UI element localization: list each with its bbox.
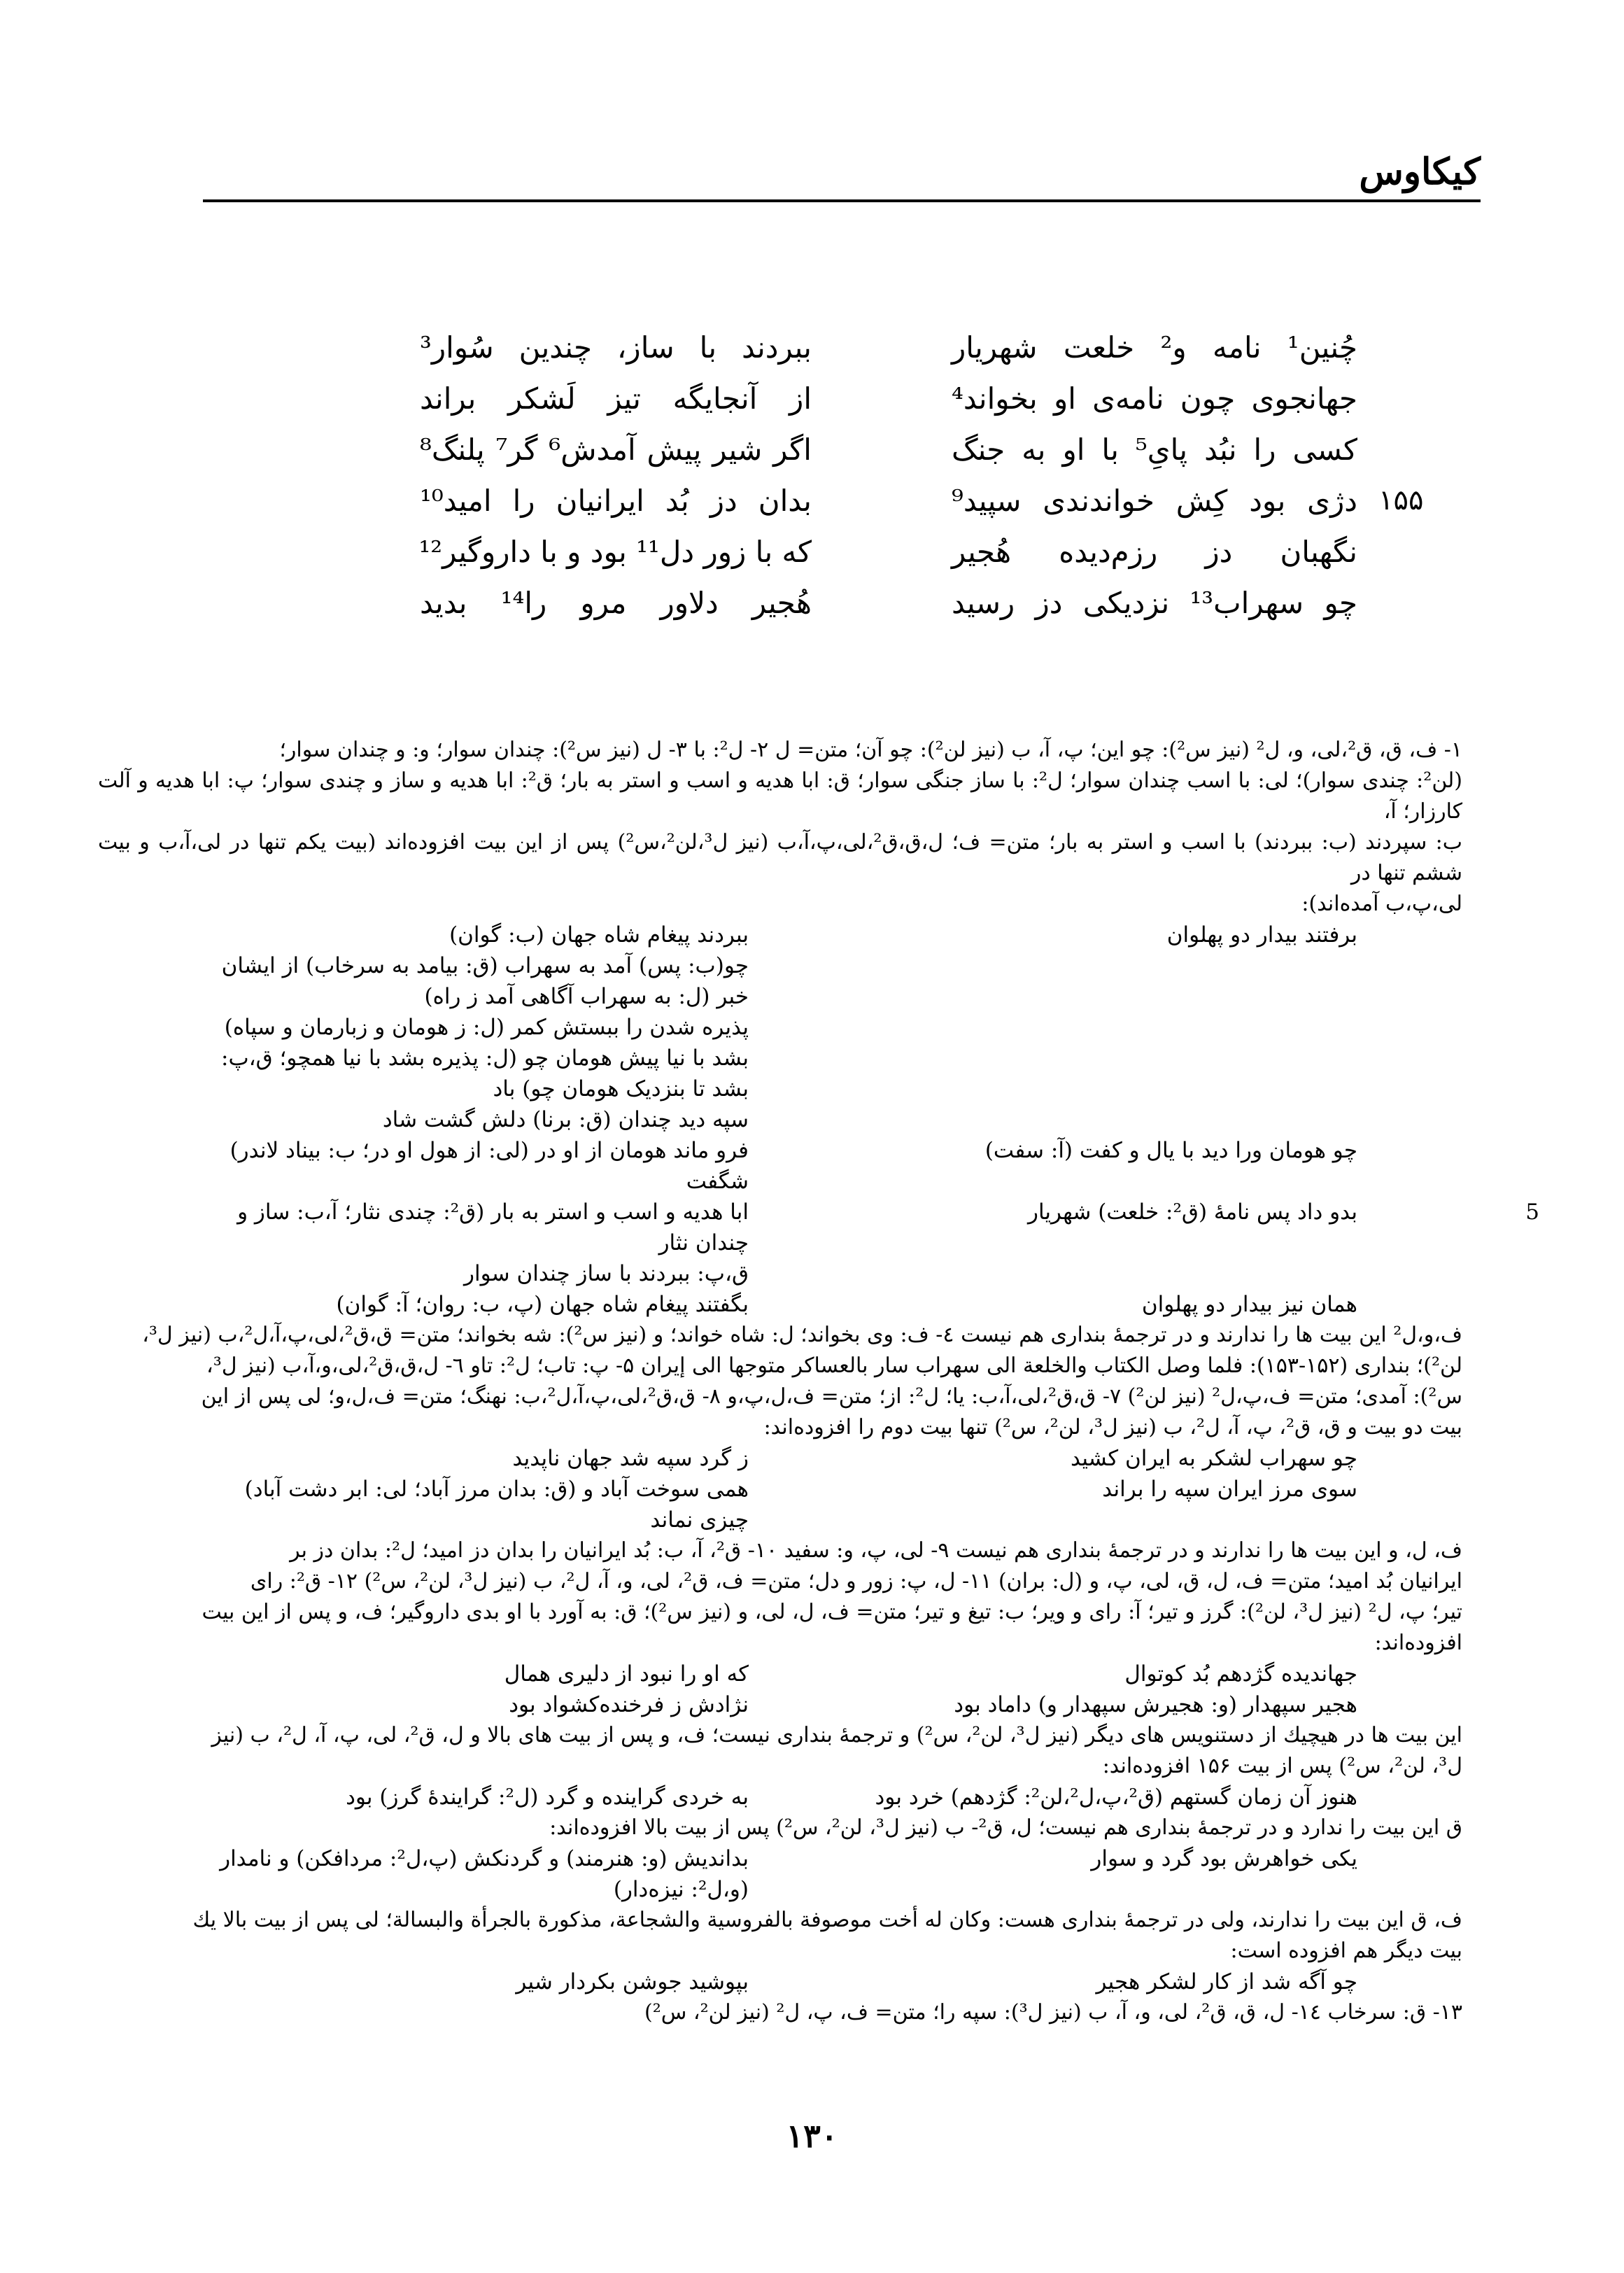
footnote-text: افزوده‌اند:: [1374, 1631, 1462, 1655]
variant-hemistich-first: سوی مرز ایران سپه را براند: [1102, 1477, 1357, 1502]
verse-line: [231, 475, 1455, 526]
variant-hemistich-second: به خردی گراینده و گرد (ل²: گرایندهٔ گرز) بود: [346, 1785, 749, 1810]
critical-apparatus: [98, 735, 1539, 2028]
variant-hemistich-first: چو آگه شد از کار لشکر هجیر: [1096, 1969, 1357, 1994]
variant-hemistich-first: بدو داد پس نامهٔ (ق²: خلعت) شهریار: [1027, 1199, 1357, 1225]
verse-line: [231, 526, 1455, 577]
variant-verse: [98, 1966, 1462, 1997]
footnote-text: ب: سپردند (ب: ببردند) با اسب و استر به بار؛ متن= ف؛ ل،ق،ق²،لی،پ،آ،ب (نیز ل³،لن²،س²) پس از این بیت افزوده‌اند (بیت یکم تنها در لی،آ،ب و بیت ششم تنها در: [98, 830, 1462, 885]
variant-hemistich-second: چو(ب: پس) آمد به سهراب (ق: بیامد به سرخاب) از ایشان خبر (ل: به سهراب آگاهی آمد ز راه): [221, 953, 749, 1009]
variant-hemistich-first: [798, 1104, 1357, 1135]
hemistich-first: جهانجوی چون نامه‌ی او بخواند⁴: [952, 381, 1357, 416]
footnote-text: بیت دیگر هم افزوده است:: [1230, 1938, 1462, 1963]
page-number: ۱۳۰: [786, 2117, 838, 2155]
variant-verse: [98, 1289, 1462, 1320]
hemistich-second: از آنجایگه تیز لَشکر براند: [420, 381, 812, 416]
variant-verse: [98, 1135, 1462, 1197]
variant-hemistich-second: پذیره شدن را ببستش کمر (ل: ز هومان و زبارمان و سپاه): [224, 1015, 749, 1040]
variant-hemistich-first: [798, 950, 1357, 1012]
main-verses: [231, 322, 1455, 628]
variant-verse: [98, 1782, 1462, 1813]
hemistich-second: هُجیر دلاور مرو را¹⁴ بدید: [420, 586, 812, 620]
footnote-text: ق این بیت را ندارد و در ترجمهٔ بنداری هم نیست؛ ل، ق²- ب (نیز ل³، لن²، س²) پس از بیت بالا افزوده‌اند:: [549, 1815, 1462, 1840]
variant-hemistich-first: برفتند بیدار دو پهلوان: [1166, 922, 1357, 948]
variant-hemistich-second: بشد با نیا پیش هومان چو (ل: پذیره بشد با نیا همچو؛ ق،پ: بشد تا بنزدیک هومان چو) باد: [221, 1046, 749, 1102]
footnote-text: ۱۳- ق: سرخاب ۱٤- ل، ق، ق²، لی، و، آ، ب (نیز ل³): سپه را؛ متن= ف، پ، ل² (نیز لن²، س²): [644, 2000, 1462, 2025]
hemistich-first: چُنین¹ نامه و² خلعت شهریار: [952, 330, 1357, 365]
variant-hemistich-first: یکی خواهرش بود گرد و سوار: [1091, 1846, 1357, 1871]
variant-verse: [98, 950, 1462, 1012]
variant-hemistich-second: ز گرد سپه شد جهان ناپدید: [512, 1446, 749, 1471]
hemistich-second: که با زور دل¹¹ بود و با داروگیر¹²: [418, 535, 812, 569]
variant-hemistich-second: که او را نبود از دلیری همال: [504, 1661, 749, 1687]
hemistich-second: ببردند با ساز، چندین سُوار³: [420, 330, 812, 365]
hemistich-second: اگر شیر پیش آمدش⁶ گر⁷ پلنگ⁸: [420, 432, 812, 467]
variant-hemistich-second: ابا هدیه و اسب و استر به بار (ق²: چندی نثار؛ آ،ب: ساز و چندان نثار: [237, 1199, 749, 1255]
footnote-text: لی،پ،ب آمده‌اند):: [1301, 892, 1462, 916]
hemistich-first: دژی بود کِش خواندندی سپید⁹: [952, 484, 1357, 518]
variant-hemistich-second: همی سوخت آباد و (ق: بدان مرز آباد؛ لی: ابر دشت آباد) چیزی نماند: [244, 1477, 749, 1533]
verse-line: [231, 373, 1455, 424]
verse-line: [231, 577, 1455, 628]
variant-hemistich-second: ق،پ: ببردند با ساز چندان سوار: [464, 1261, 749, 1286]
variant-hemistich-second: نژادش ز فرخنده‌کشواد بود: [509, 1692, 749, 1717]
header-rule: [203, 199, 1481, 202]
verse-number: ۱۵۵: [1378, 484, 1424, 516]
variant-hemistich-first: هنوز آن زمان گستهم (ق²،پ،ل²،لن²: گژدهم) خرد بود: [875, 1785, 1357, 1810]
variant-verse: [98, 1843, 1462, 1905]
variant-verse: [98, 1043, 1462, 1104]
footnote-text: (لن²: چندی سوار)؛ لی: با اسب چندان سوار؛ ل²: با ساز جنگی سوار؛ ق: ابا هدیه و اسب و استر به بار؛ ق²: ابا هدیه و ساز و چندی سوار؛ پ: ابا هدیه و آلت کارزار؛ آ،: [98, 768, 1462, 824]
variant-verse: [98, 1197, 1539, 1258]
running-title: کیکاوس: [1359, 150, 1481, 193]
variant-hemistich-first: هجیر سپهدار (و: هجیرش سپهدار و) داماد بود: [954, 1692, 1357, 1717]
variant-hemistich-second: بداندیش (و: هنرمند) و گردنکش (پ،ل²: مردافکن) و نامدار (و،ل²: نیزه‌دار): [220, 1846, 749, 1902]
variant-verse: [98, 1443, 1462, 1474]
variant-hemistich-first: چو هومان ورا دید با یال و کفت (آ: سفت): [984, 1138, 1357, 1163]
variant-verse: [98, 1659, 1462, 1689]
variant-verse-number: 5: [1525, 1199, 1539, 1225]
variant-hemistich-second: بپوشید جوشن بکردار شیر: [516, 1969, 749, 1994]
footnote-text: ۱- ف، ق، ق²،لی، و، ل² (نیز س²): چو این؛ پ، آ، ب (نیز لن²): چو آن؛ متن= ل ۲- ل²: با ۳- ل (نیز س²): چندان سوار؛ و: و چندان سوار؛: [279, 738, 1462, 762]
variant-verse: [98, 920, 1462, 950]
footnote-text: س²): آمدی؛ متن= ف،پ،ل² (نیز لن²) ۷- ق،ق²،لی،آ،ب: یا؛ ل²: از؛ متن= ف،ل،پ،و ۸- ق،ق²،لی،پ،آ،ل²،ب: نهنگ؛ متن= ف،ل،و؛ لی پس از این: [201, 1384, 1462, 1409]
variant-verse: [98, 1012, 1462, 1043]
variant-hemistich-second: سپه دید چندان (ق: برنا) دلش گشت شاد: [382, 1107, 749, 1132]
variant-hemistich-second: ببردند پیغام شاه جهان (ب: گوان): [449, 922, 749, 948]
verse-line: [231, 424, 1455, 475]
footnote-text: ایرانیان بُد امید؛ متن= ف، ل، ق، لی، پ، و (ل: بران) ۱۱- ل، پ: زور و دل؛ متن= ف، ق²، لی، و، آ، ل²، ب (نیز ل³، لن²، س²) ۱۲- ق²: رای: [250, 1569, 1462, 1593]
hemistich-first: کسی را نبُد پایِ⁵ با او به جنگ: [952, 432, 1357, 467]
variant-verse: [98, 1104, 1462, 1135]
footnote-text: بیت دو بیت و ق، ق²، پ، آ، ل²، ب (نیز ل³، لن²، س²) تنها بیت دوم را افزوده‌اند:: [763, 1415, 1462, 1440]
variant-hemistich-first: [798, 1258, 1357, 1289]
footnote-text: ف، ل، و این بیت ها را ندارند و در ترجمهٔ بنداری هم نیست ۹- لی، پ، و: سفید ۱۰- ق²، آ، ب: بُد ایرانیان را بدان دز امید؛ ل²: بدان دز بر: [290, 1538, 1462, 1563]
variant-hemistich-first: جهاندیده گژدهم بُد کوتوال: [1124, 1661, 1357, 1687]
footnote-text: تیر؛ پ، ل² (نیز ل³، لن²): گرز و تیر؛ آ: رای و ویر؛ ب: تیغ و تیر؛ متن= ف، ل، لی، و (نیز س²)؛ ق: به آورد با او بدی داروگیر؛ ف، و پس از این بیت: [202, 1600, 1462, 1624]
variant-verse: [98, 1258, 1462, 1289]
footnote-text: لن²)؛ بنداری (۱۵۲-۱۵۳): فلما وصل الکتاب والخلعة الی سهراب سار بالعساکر متوجها الی إیران ۵- پ: تاب؛ ل²: تاو ٦- ل،ق،ق²،لی،و،آ،ب (نیز ل³،: [206, 1353, 1462, 1378]
verse-line: [231, 322, 1455, 373]
footnote-text: ل³، لن²، س²) پس از بیت ۱۵۶ افزوده‌اند:: [1102, 1754, 1462, 1778]
variant-hemistich-first: چو سهراب لشکر به ایران کشید: [1071, 1446, 1357, 1471]
footnote-text: ف، ق این بیت را ندارند، ولی در ترجمهٔ بنداری هست: وکان له أخت موصوفة بالفروسیة والشجاعة، مذکورة بالجرأة والبسالة؛ لی پس از بیت بالا یك: [192, 1908, 1462, 1932]
variant-hemistich-second: بگفتند پیغام شاه جهان (پ، ب: روان؛ آ: گوان): [336, 1292, 749, 1317]
variant-hemistich-second: فرو ماند هومان از او در (لی: از هول او در؛ ب: بیناد لاندر) شگفت: [230, 1138, 749, 1194]
hemistich-first: نگهبان دز رزم‌دیده هُجیر: [952, 535, 1357, 569]
footnote-text: ف،و،ل² این بیت ها را ندارند و در ترجمهٔ بنداری هم نیست ٤- ف: وی بخواند؛ ل: شاه خواند؛ و (نیز س²): شه بخواند؛ متن= ق،ق²،لی،پ،آ،ل²،ب (نیز ل³،: [142, 1323, 1462, 1347]
variant-verse: [98, 1689, 1462, 1720]
hemistich-second: بدان دز بُد ایرانیان را امید¹⁰: [420, 484, 812, 518]
hemistich-first: چو سهراب¹³ نزدیکی دز رسید: [952, 586, 1358, 620]
variant-verse: [98, 1474, 1462, 1535]
footnote-text: این بیت ها در هیچیك از دستنویس های دیگر (نیز ل³، لن²، س²) و ترجمهٔ بنداری نیست؛ ف، و پس از بیت های بالا و ل، ق²، لی، پ، آ، ل²، ب (نیز: [211, 1723, 1462, 1747]
variant-hemistich-first: [798, 1012, 1357, 1043]
variant-hemistich-first: همان نیز بیدار دو پهلوان: [1141, 1292, 1357, 1317]
variant-hemistich-first: [798, 1043, 1357, 1104]
